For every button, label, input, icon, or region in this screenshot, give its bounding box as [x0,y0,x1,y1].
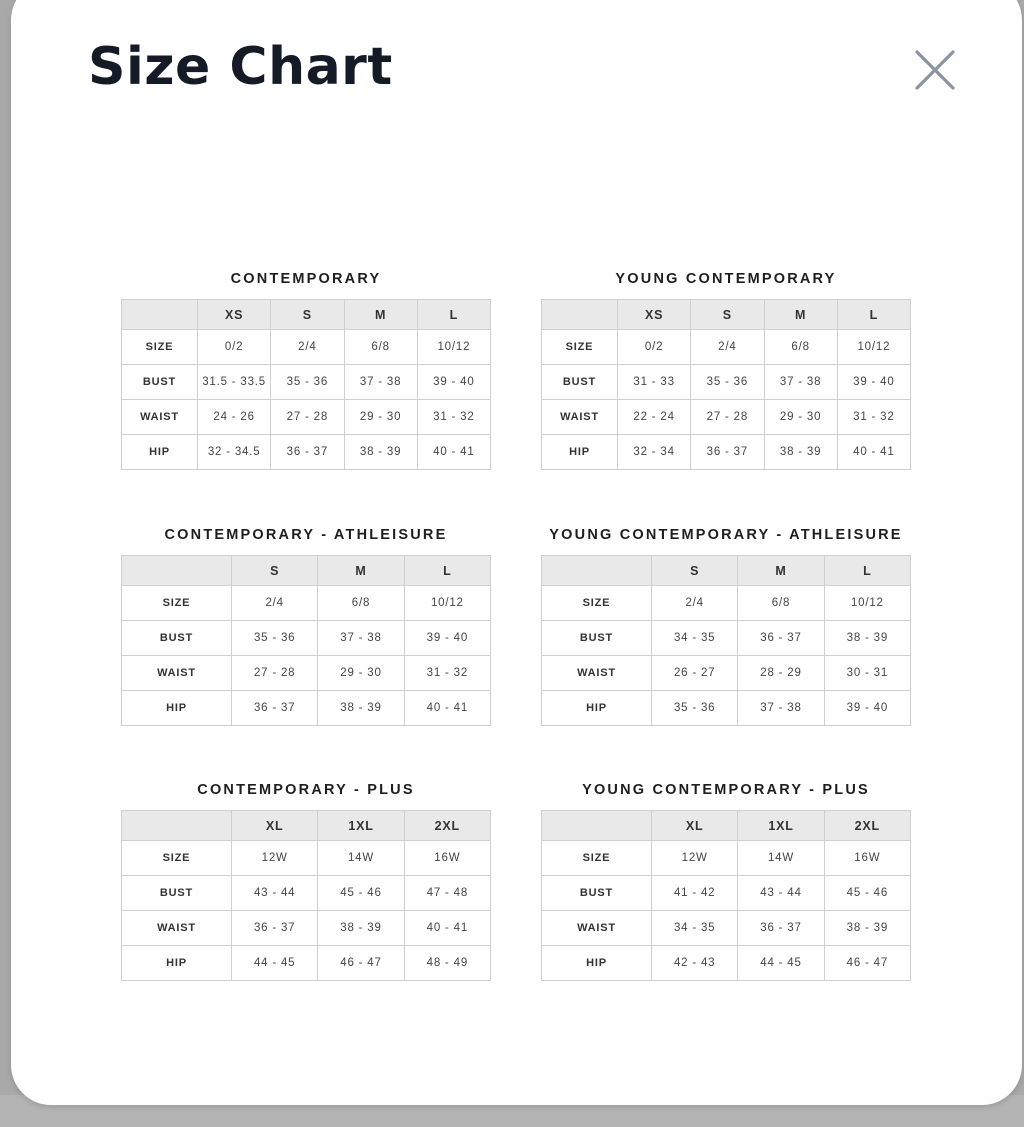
table-cell: 24 - 26 [198,400,271,435]
table-row [122,946,491,981]
table-cell: 35 - 36 [271,365,344,400]
row-label: WAIST [122,656,232,691]
size-table-contemporary [121,269,491,470]
table-cell: 46 - 47 [824,946,910,981]
chart-title: YOUNG CONTEMPORARY [615,271,837,287]
close-icon [911,48,959,92]
row-label: SIZE [542,330,618,365]
table-cell: 0/2 [618,330,691,365]
close-button[interactable] [911,48,959,92]
table-row [122,435,491,470]
table-cell: 16W [824,841,910,876]
table-cell: 42 - 43 [652,946,738,981]
table-cell: 38 - 39 [824,621,910,656]
table-cell: 6/8 [764,330,837,365]
table-cell: 27 - 28 [232,656,318,691]
table-cell: 43 - 44 [738,876,824,911]
size-chart-modal [11,0,1022,1105]
table-cell: 30 - 31 [824,656,910,691]
table-row [542,841,911,876]
size-table [121,810,491,981]
table-cell: 47 - 48 [404,876,490,911]
column-header: L [837,300,910,330]
column-header: S [271,300,344,330]
column-header: L [824,556,910,586]
row-label: SIZE [122,586,232,621]
size-table [121,555,491,726]
table-row [122,621,491,656]
table-cell: 44 - 45 [738,946,824,981]
table-cell: 37 - 38 [764,365,837,400]
table-cell: 36 - 37 [271,435,344,470]
chart-title: CONTEMPORARY - PLUS [197,782,415,798]
table-cell: 2/4 [232,586,318,621]
table-row [542,365,911,400]
table-cell: 40 - 41 [404,691,490,726]
table-header-row [122,556,491,586]
size-table [121,299,491,470]
table-row [542,656,911,691]
chart-title: YOUNG CONTEMPORARY - PLUS [582,782,870,798]
column-header [122,300,198,330]
table-cell: 12W [652,841,738,876]
table-cell: 37 - 38 [738,691,824,726]
row-label: BUST [122,365,198,400]
table-cell: 10/12 [404,586,490,621]
column-header: S [652,556,738,586]
row-label: BUST [542,876,652,911]
table-row [542,876,911,911]
column-header: L [417,300,490,330]
table-cell: 32 - 34.5 [198,435,271,470]
row-label: BUST [122,876,232,911]
table-cell: 39 - 40 [824,691,910,726]
table-cell: 40 - 41 [417,435,490,470]
table-cell: 10/12 [417,330,490,365]
table-row [542,330,911,365]
column-header: XL [232,811,318,841]
table-row [122,841,491,876]
column-header: 1XL [738,811,824,841]
table-cell: 31 - 33 [618,365,691,400]
table-cell: 43 - 44 [232,876,318,911]
row-label: HIP [542,435,618,470]
table-row [542,946,911,981]
row-label: HIP [122,946,232,981]
modal-title: Size Chart [88,37,393,97]
column-header: L [404,556,490,586]
row-label: WAIST [122,911,232,946]
column-header: S [232,556,318,586]
table-cell: 48 - 49 [404,946,490,981]
column-header: XL [652,811,738,841]
chart-title: YOUNG CONTEMPORARY - ATHLEISURE [549,527,903,543]
row-label: HIP [542,946,652,981]
table-cell: 27 - 28 [271,400,344,435]
row-label: BUST [542,621,652,656]
table-cell: 44 - 45 [232,946,318,981]
table-cell: 36 - 37 [738,621,824,656]
column-header: S [691,300,764,330]
table-cell: 35 - 36 [652,691,738,726]
table-cell: 45 - 46 [318,876,404,911]
table-row [542,621,911,656]
row-label: WAIST [122,400,198,435]
table-cell: 22 - 24 [618,400,691,435]
table-cell: 38 - 39 [318,691,404,726]
table-cell: 35 - 36 [691,365,764,400]
table-cell: 41 - 42 [652,876,738,911]
table-cell: 0/2 [198,330,271,365]
table-cell: 38 - 39 [344,435,417,470]
table-row [542,911,911,946]
table-cell: 36 - 37 [232,691,318,726]
row-label: SIZE [122,330,198,365]
table-header-row [542,300,911,330]
size-table [541,810,911,981]
table-cell: 2/4 [652,586,738,621]
table-cell: 39 - 40 [837,365,910,400]
row-label: WAIST [542,400,618,435]
row-label: SIZE [542,841,652,876]
table-cell: 31 - 32 [404,656,490,691]
table-cell: 28 - 29 [738,656,824,691]
table-cell: 40 - 41 [404,911,490,946]
row-label: WAIST [542,911,652,946]
table-row [542,400,911,435]
column-header: XS [198,300,271,330]
size-table-young-contemporary [541,269,911,470]
table-row [122,691,491,726]
table-header-row [122,300,491,330]
table-row [542,691,911,726]
table-cell: 34 - 35 [652,621,738,656]
row-label: HIP [542,691,652,726]
table-cell: 40 - 41 [837,435,910,470]
table-cell: 38 - 39 [824,911,910,946]
table-row [122,586,491,621]
row-label: BUST [542,365,618,400]
column-header [542,811,652,841]
table-cell: 36 - 37 [232,911,318,946]
table-cell: 27 - 28 [691,400,764,435]
chart-title: CONTEMPORARY [230,271,382,287]
size-table-young-contemporary-plus [541,780,911,981]
row-label: WAIST [542,656,652,691]
table-cell: 36 - 37 [691,435,764,470]
table-cell: 38 - 39 [318,911,404,946]
chart-title: CONTEMPORARY - ATHLEISURE [164,527,448,543]
table-cell: 38 - 39 [764,435,837,470]
row-label: HIP [122,691,232,726]
table-header-row [542,556,911,586]
table-cell: 39 - 40 [404,621,490,656]
column-header: 2XL [824,811,910,841]
table-cell: 34 - 35 [652,911,738,946]
table-cell: 2/4 [271,330,344,365]
column-header: M [738,556,824,586]
table-cell: 29 - 30 [344,400,417,435]
table-cell: 12W [232,841,318,876]
table-cell: 31.5 - 33.5 [198,365,271,400]
size-table-contemporary-plus [121,780,491,981]
column-header: XS [618,300,691,330]
column-header: 2XL [404,811,490,841]
table-cell: 37 - 38 [344,365,417,400]
column-header: M [764,300,837,330]
table-row [542,435,911,470]
column-header [542,556,652,586]
table-cell: 6/8 [738,586,824,621]
table-row [122,656,491,691]
table-row [122,400,491,435]
row-label: HIP [122,435,198,470]
column-header [122,556,232,586]
table-cell: 46 - 47 [318,946,404,981]
column-header: M [318,556,404,586]
table-header-row [122,811,491,841]
table-cell: 31 - 32 [837,400,910,435]
table-cell: 10/12 [837,330,910,365]
table-row [122,911,491,946]
table-cell: 14W [318,841,404,876]
column-header [122,811,232,841]
column-header [542,300,618,330]
table-cell: 6/8 [344,330,417,365]
table-cell: 6/8 [318,586,404,621]
size-table-young-contemporary-athleisure [541,525,911,726]
table-cell: 14W [738,841,824,876]
table-cell: 36 - 37 [738,911,824,946]
row-label: BUST [122,621,232,656]
table-row [122,330,491,365]
row-label: SIZE [542,586,652,621]
size-table [541,299,911,470]
column-header: 1XL [318,811,404,841]
table-cell: 32 - 34 [618,435,691,470]
row-label: SIZE [122,841,232,876]
table-cell: 37 - 38 [318,621,404,656]
table-header-row [542,811,911,841]
column-header: M [344,300,417,330]
table-cell: 29 - 30 [764,400,837,435]
table-row [122,365,491,400]
table-cell: 35 - 36 [232,621,318,656]
table-cell: 2/4 [691,330,764,365]
table-row [542,586,911,621]
table-cell: 45 - 46 [824,876,910,911]
table-cell: 16W [404,841,490,876]
table-cell: 29 - 30 [318,656,404,691]
table-cell: 31 - 32 [417,400,490,435]
table-cell: 10/12 [824,586,910,621]
table-row [122,876,491,911]
table-cell: 26 - 27 [652,656,738,691]
size-table-contemporary-athleisure [121,525,491,726]
table-cell: 39 - 40 [417,365,490,400]
size-table [541,555,911,726]
